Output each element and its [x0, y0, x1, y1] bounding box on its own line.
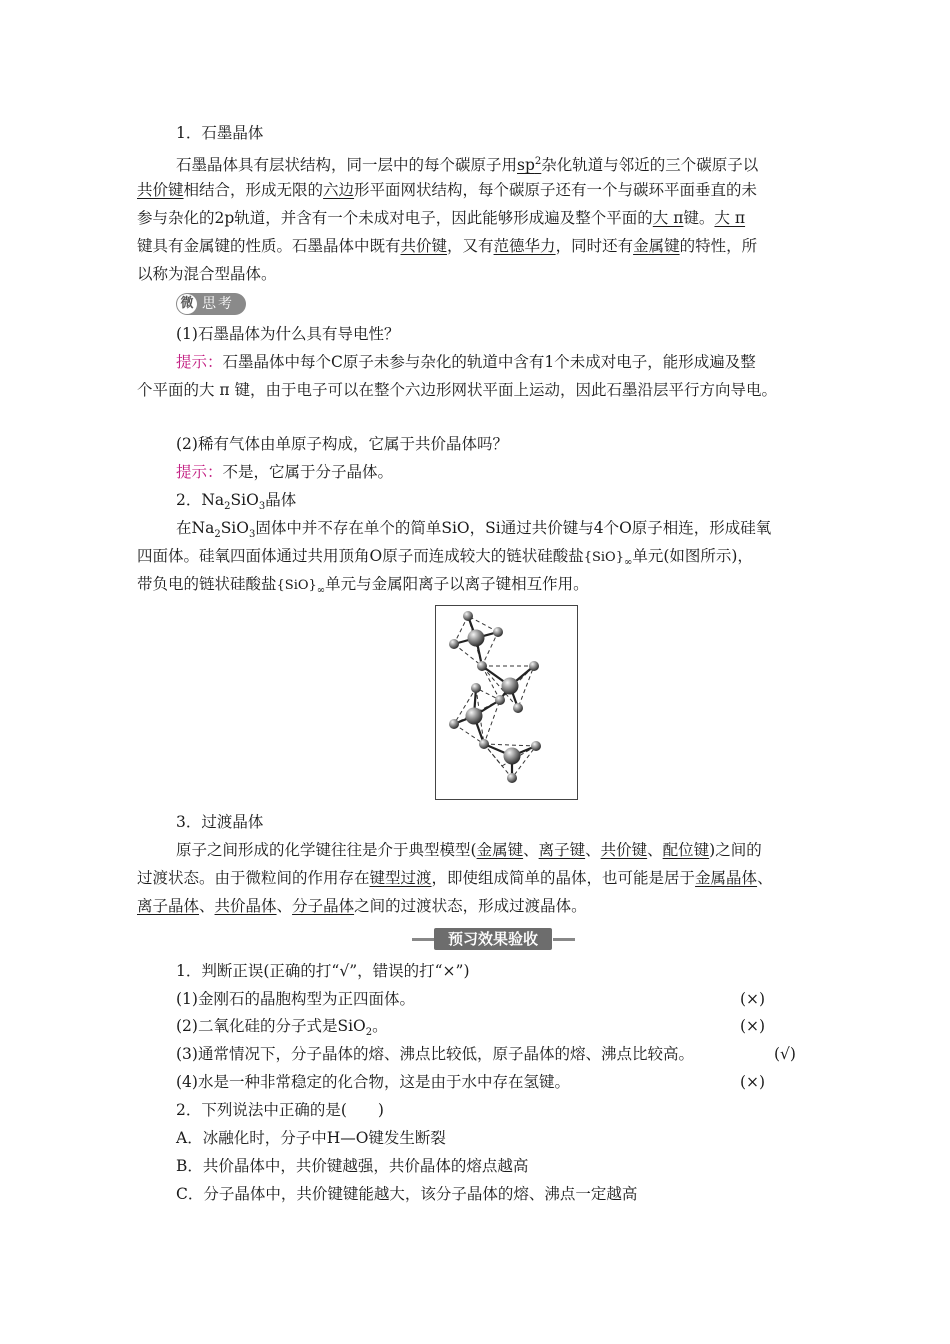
quiz-option-c: C．分子晶体中，共价键键能越大，该分子晶体的熔、沸点一定越高 [176, 1185, 638, 1203]
quiz-option-b: B．共价晶体中，共价键越强，共价晶体的熔点越高 [176, 1157, 529, 1175]
silicate-chain-illustration [436, 606, 576, 798]
silicate-paragraph-line-3: 带负电的链状硅酸盐$\{SiO\}_\infty$单元与金属阳离子以离子键相互作用。 [137, 575, 589, 597]
quiz-item-3-mark: (√) [774, 1045, 796, 1063]
banner-right-bar [553, 938, 575, 941]
transition-paragraph-line-2: 过渡状态。由于微粒间的作用存在键型过渡，即使组成简单的晶体，也可能是居于金属晶体、 [137, 869, 773, 887]
think-question-1: (1)石墨晶体为什么具有导电性？ [176, 325, 400, 343]
banner-title: 预习效果验收 [434, 928, 552, 950]
graphite-paragraph-line-2: 共价键相结合，形成无限的六边形平面网状结构，每个碳原子还有一个与碳环平面垂直的未 [137, 181, 758, 199]
graphite-paragraph-line-4: 键具有金属键的性质。石墨晶体中既有共价键，又有范德华力，同时还有金属键的特性，所 [137, 237, 758, 255]
silicate-paragraph-line-2: 四面体。硅氧四面体通过共用顶角O原子而连成较大的链状硅酸盐$\{SiO\}_\infty$单元(如图所示)， [137, 547, 753, 569]
quiz-question-2-title: 2．下列说法中正确的是( ) [176, 1101, 384, 1119]
think-answer-1-line-2: 个平面的大 π 键，由于电子可以在整个六边形网状平面上运动，因此石墨沿层平行方向导电。 [137, 381, 778, 399]
graphite-paragraph-line-3: 参与杂化的2p轨道，并含有一个未成对电子，因此能够形成遍及整个平面的大 π键。大 π [137, 209, 746, 227]
transition-paragraph-line-1: 原子之间形成的化学键往往是介于典型模型(金属键、离子键、共价键、配位键)之间的 [176, 841, 762, 859]
quiz-item-4: (4)水是一种非常稳定的化合物，这是由于水中存在氢键。 [176, 1073, 570, 1091]
transition-paragraph-line-3: 离子晶体、共价晶体、分子晶体之间的过渡状态，形成过渡晶体。 [137, 897, 587, 915]
think-badge [176, 293, 246, 315]
silicate-chain-figure [435, 605, 578, 800]
micro-icon: 微 [177, 294, 197, 314]
think-question-2: (2)稀有气体由单原子构成，它属于共价晶体吗？ [176, 435, 508, 453]
preview-check-banner [412, 928, 575, 950]
quiz-option-a: A．冰融化时，分子中H—O键发生断裂 [176, 1129, 446, 1147]
think-answer-2: 提示：不是，它属于分子晶体。 [176, 463, 394, 481]
quiz-question-1-title: 1．判断正误(正确的打“√”，错误的打“×”) [176, 962, 470, 980]
silicate-paragraph-line-1: 在$Na_2SiO_3$固体中并不存在单个的简单SiO，Si通过共价键与4个O原子相连，形成硅氧 [176, 519, 772, 541]
section-heading-sodium-silicate: 2．$Na_2SiO_3$晶体 [176, 491, 297, 513]
quiz-item-1-mark: (×) [740, 990, 766, 1008]
tip-label: 提示： [176, 463, 223, 481]
quiz-item-3: (3)通常情况下，分子晶体的熔、沸点比较低，原子晶体的熔、沸点比较高。 [176, 1045, 694, 1063]
think-badge-label: 思考 [202, 296, 234, 312]
quiz-item-2: (2)二氧化硅的分子式是SiO$_2$。 [176, 1017, 388, 1039]
section-heading-transition-crystal: 3．过渡晶体 [176, 813, 264, 831]
graphite-paragraph-line-5: 以称为混合型晶体。 [137, 265, 277, 283]
think-answer-1-line-1: 提示：石墨晶体中每个C原子未参与杂化的轨道中含有1个未成对电子，能形成遍及整 [176, 353, 756, 371]
graphite-paragraph-line-1: 石墨晶体具有层状结构，同一层中的每个碳原子用$sp^2$杂化轨道与邻近的三个碳原子以 [176, 156, 759, 175]
banner-left-bar [412, 938, 434, 941]
quiz-item-2-mark: (×) [740, 1017, 766, 1035]
section-heading-graphite: 1．石墨晶体 [176, 124, 264, 142]
quiz-item-1: (1)金刚石的晶胞构型为正四面体。 [176, 990, 415, 1008]
quiz-item-4-mark: (×) [740, 1073, 766, 1091]
tip-label: 提示： [176, 353, 223, 371]
